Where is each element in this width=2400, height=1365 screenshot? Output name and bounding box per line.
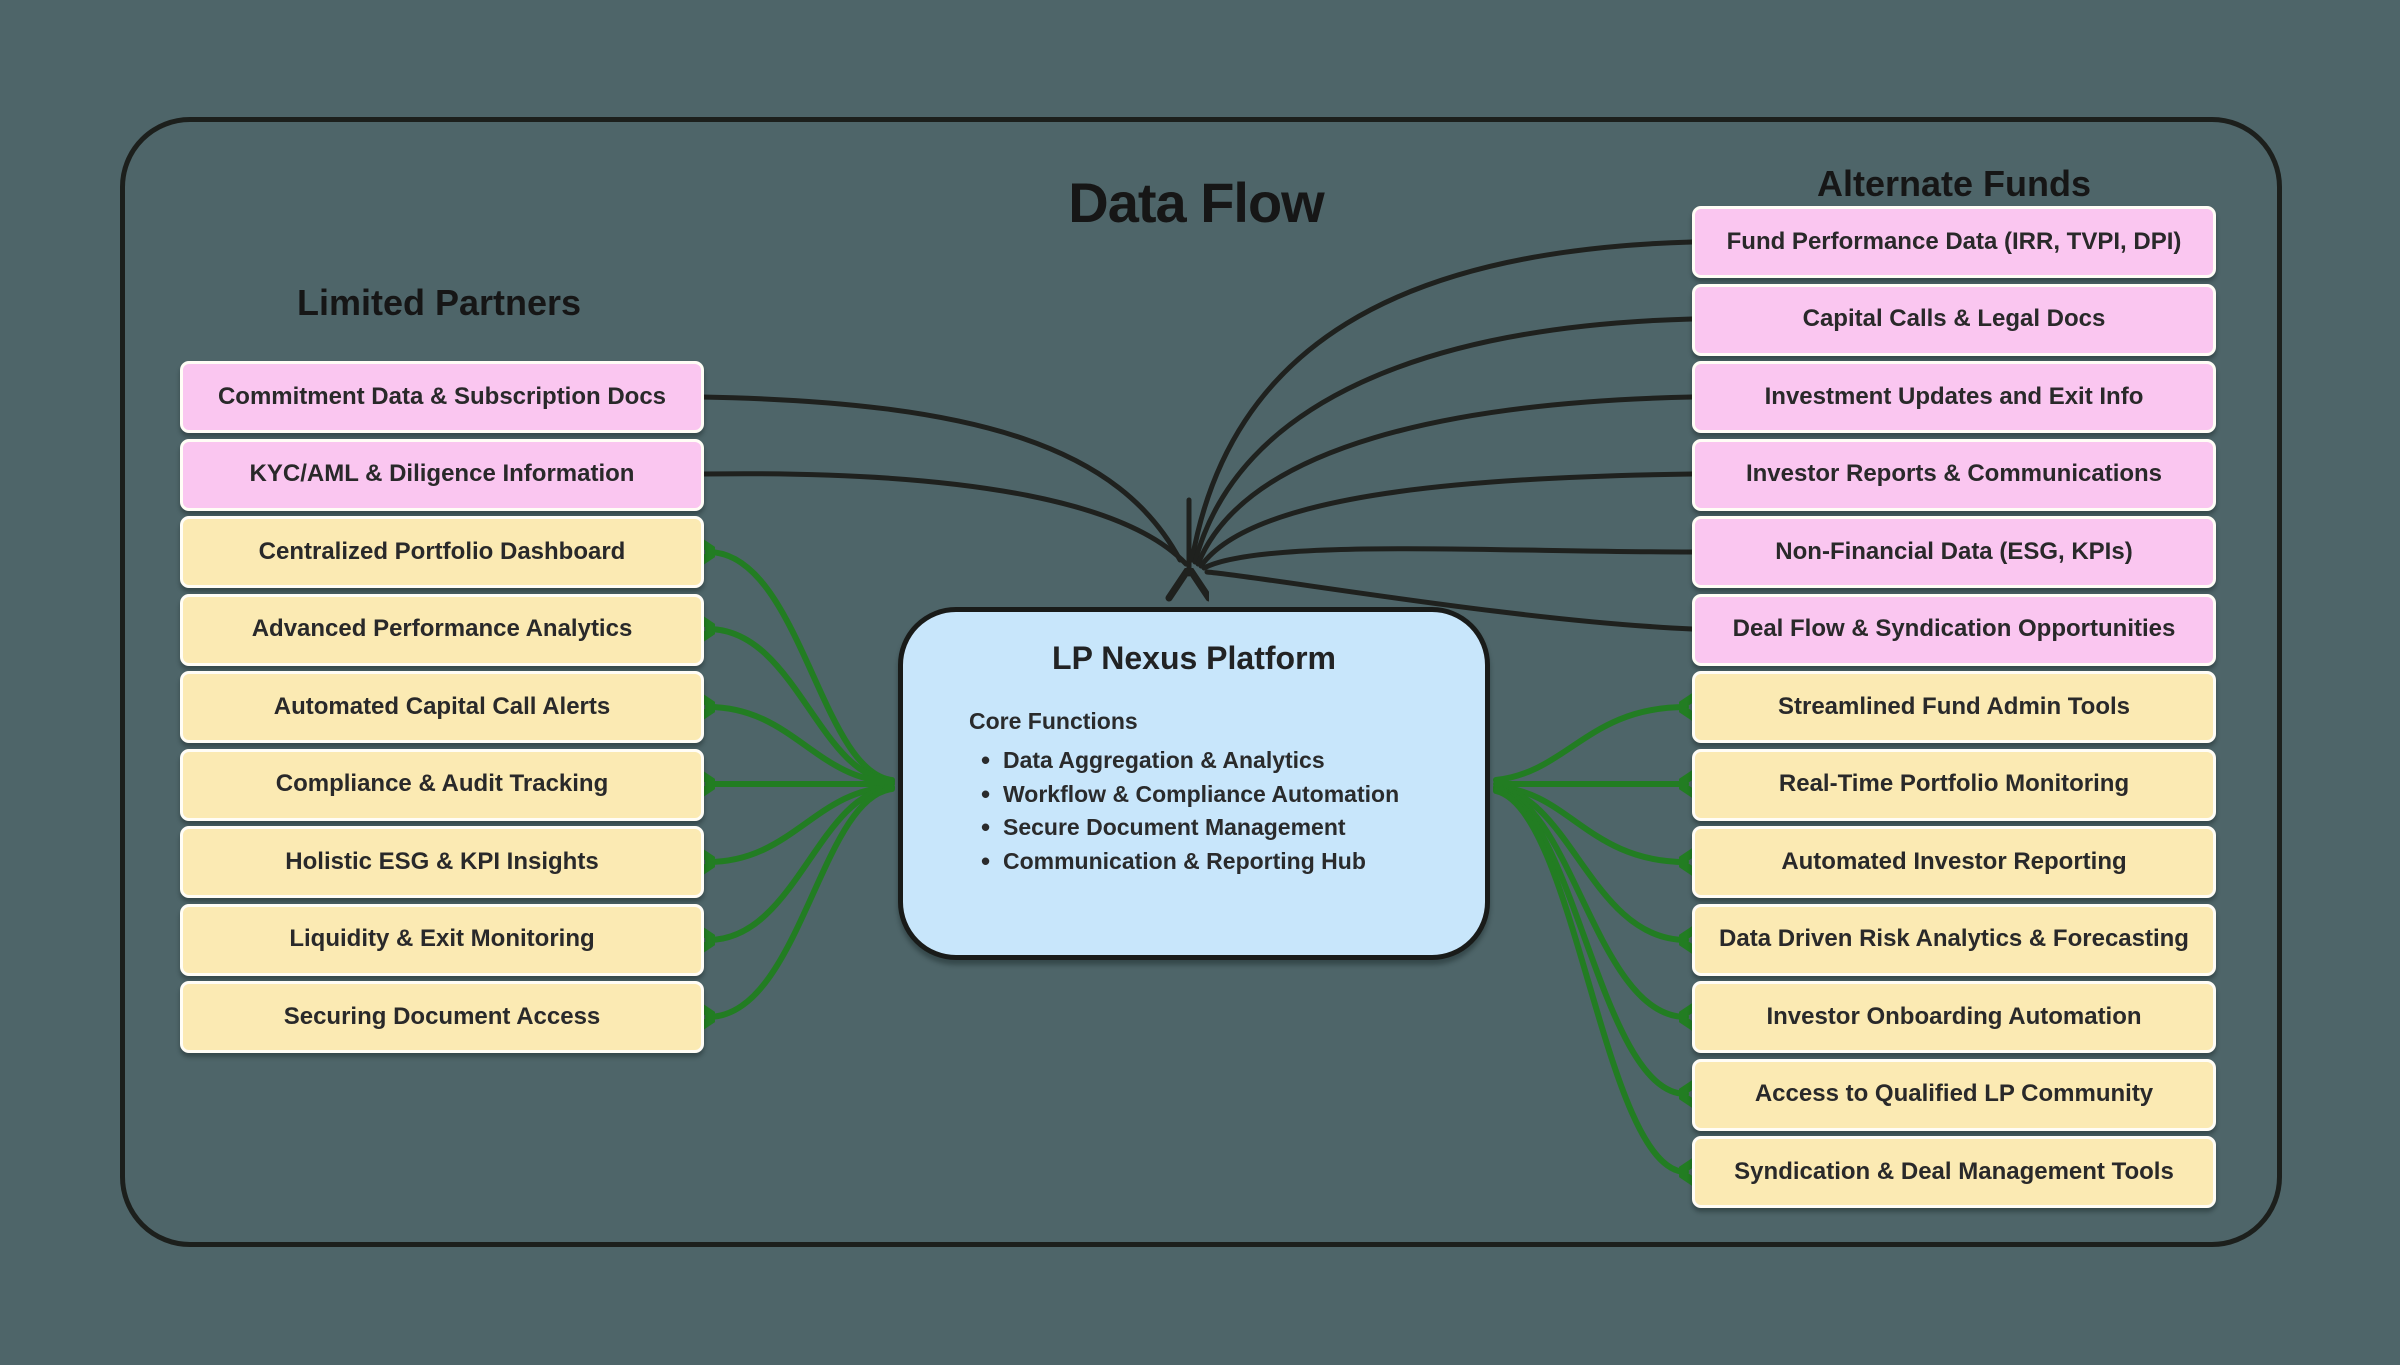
node-esg-kpi-insights: Holistic ESG & KPI Insights <box>180 826 704 898</box>
node-fund-admin-tools: Streamlined Fund Admin Tools <box>1692 671 2216 743</box>
node-risk-analytics: Data Driven Risk Analytics & Forecasting <box>1692 904 2216 976</box>
core-function-item: • Data Aggregation & Analytics <box>969 744 1455 778</box>
left-column-header: Limited Partners <box>296 282 582 323</box>
right-column <box>1692 206 2216 1208</box>
node-investor-reports: Investor Reports & Communications <box>1692 439 2216 511</box>
node-liquidity-exit: Liquidity & Exit Monitoring <box>180 904 704 976</box>
node-onboarding-automation: Investor Onboarding Automation <box>1692 981 2216 1053</box>
node-capital-call-alerts: Automated Capital Call Alerts <box>180 671 704 743</box>
core-function-item: • Communication & Reporting Hub <box>969 845 1455 879</box>
node-portfolio-monitoring: Real-Time Portfolio Monitoring <box>1692 749 2216 821</box>
core-functions-list <box>969 744 1455 878</box>
platform-body <box>969 708 1455 878</box>
node-portfolio-dashboard: Centralized Portfolio Dashboard <box>180 516 704 588</box>
lp-nexus-platform-box <box>898 607 1490 960</box>
core-functions-label: Core Functions <box>969 708 1138 734</box>
left-column <box>180 361 704 1053</box>
diagram-title: Data Flow <box>1068 171 1324 234</box>
core-function-item: • Secure Document Management <box>969 811 1455 845</box>
node-capital-calls-legal: Capital Calls & Legal Docs <box>1692 284 2216 356</box>
node-deal-flow: Deal Flow & Syndication Opportunities <box>1692 594 2216 666</box>
node-document-access: Securing Document Access <box>180 981 704 1053</box>
node-kyc-aml: KYC/AML & Diligence Information <box>180 439 704 511</box>
right-column-header: Alternate Funds <box>1816 163 2092 204</box>
core-function-item: • Workflow & Compliance Automation <box>969 778 1455 812</box>
node-commitment-data: Commitment Data & Subscription Docs <box>180 361 704 433</box>
node-investment-updates: Investment Updates and Exit Info <box>1692 361 2216 433</box>
node-fund-performance: Fund Performance Data (IRR, TVPI, DPI) <box>1692 206 2216 278</box>
node-investor-reporting: Automated Investor Reporting <box>1692 826 2216 898</box>
node-lp-community: Access to Qualified LP Community <box>1692 1059 2216 1131</box>
node-performance-analytics: Advanced Performance Analytics <box>180 594 704 666</box>
node-syndication-tools: Syndication & Deal Management Tools <box>1692 1136 2216 1208</box>
node-non-financial-data: Non-Financial Data (ESG, KPIs) <box>1692 516 2216 588</box>
node-compliance-audit: Compliance & Audit Tracking <box>180 749 704 821</box>
platform-title: LP Nexus Platform <box>1052 640 1336 676</box>
